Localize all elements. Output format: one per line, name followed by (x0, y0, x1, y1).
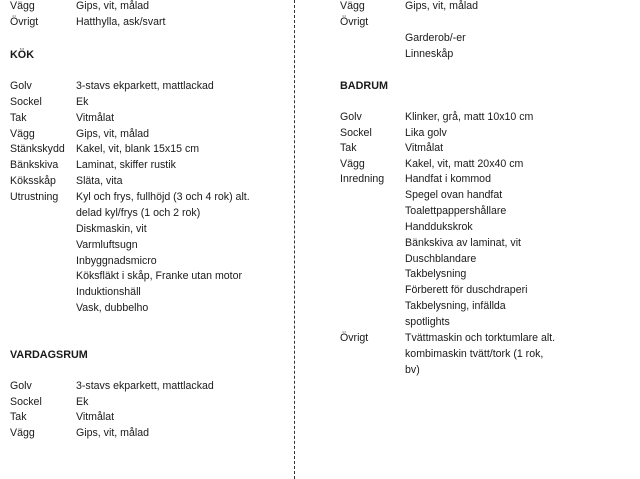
spec-row-vagg (340, 158, 524, 170)
row-label: Vägg (10, 0, 35, 12)
row-value: Klinker, grå, matt 10x10 cm (405, 111, 534, 123)
row-label: Vägg (340, 0, 365, 12)
row-label: Övrigt (340, 16, 369, 28)
spec-row-golv (10, 80, 214, 92)
row-label: Tak (340, 142, 357, 154)
utrustning-item: delad kyl/frys (1 och 2 rok) (76, 207, 201, 219)
spec-row-vagg (340, 0, 479, 12)
row-value: 3-stavs ekparkett, mattlackad (76, 380, 214, 392)
ovrigt-item: Linneskåp (405, 48, 454, 60)
spec-row-inredning (340, 173, 491, 185)
utrustning-item: Köksfläkt i skåp, Franke utan motor (76, 270, 243, 282)
row-label: Inredning (340, 173, 385, 185)
inredning-item: Förberett för duschdraperi (405, 284, 528, 296)
row-label: Övrigt (340, 332, 369, 344)
spec-row-vagg (10, 128, 150, 140)
utrustning-item: Induktionshäll (76, 286, 141, 298)
row-value: Tvättmaskin och torktumlare alt. (405, 332, 556, 344)
spec-row-golv (340, 111, 534, 123)
spec-row-utrustning (10, 191, 250, 203)
row-value: Vitmålat (76, 411, 115, 423)
spec-row-koksskap (10, 175, 123, 187)
inredning-item: spotlights (405, 316, 450, 328)
utrustning-item: Vask, dubbelho (76, 302, 149, 314)
row-value: Handfat i kommod (405, 173, 491, 185)
ovrigt-item: bv) (405, 364, 420, 376)
row-label: Vägg (10, 128, 35, 140)
row-value: Kakel, vit, blank 15x15 cm (76, 143, 200, 155)
spec-row-vagg (10, 0, 150, 12)
row-value: Ek (76, 396, 89, 408)
row-label: Sockel (10, 96, 42, 108)
row-label: Tak (10, 112, 27, 124)
inredning-item: Bänkskiva av laminat, vit (405, 237, 521, 249)
row-value: Vitmålat (76, 112, 115, 124)
ovrigt-item: kombimaskin tvätt/tork (1 rok, (405, 348, 544, 360)
inredning-item: Spegel ovan handfat (405, 189, 503, 201)
spec-row-sockel (10, 96, 89, 108)
row-label: Golv (10, 80, 32, 92)
utrustning-item: Inbyggnadsmicro (76, 255, 157, 267)
row-label: Köksskåp (10, 175, 56, 187)
inredning-item: Toalettpappershållare (405, 205, 507, 217)
ovrigt-item: Garderob/-er (405, 32, 466, 44)
spec-row-sockel (10, 396, 89, 408)
row-value: Kakel, vit, matt 20x40 cm (405, 158, 524, 170)
utrustning-item: Varmluftsugn (76, 239, 138, 251)
row-label: Vägg (340, 158, 365, 170)
row-value: Gips, vit, målad (76, 0, 150, 12)
inredning-item: Duschblandare (405, 253, 477, 265)
spec-row-ovrigt (340, 332, 556, 344)
spec-row-ovrigt (10, 16, 166, 28)
row-label: Övrigt (10, 16, 39, 28)
spec-row-vagg (10, 427, 150, 439)
row-label: Sockel (10, 396, 42, 408)
row-label: Golv (10, 380, 32, 392)
spec-row-sockel (340, 127, 447, 139)
row-value: Gips, vit, målad (405, 0, 479, 12)
row-value: Släta, vita (76, 175, 123, 187)
spec-row-tak (10, 411, 115, 423)
row-label: Golv (340, 111, 362, 123)
spec-row-ovrigt (340, 16, 368, 28)
row-value: Gips, vit, målad (76, 128, 150, 140)
row-value: Gips, vit, målad (76, 427, 150, 439)
row-value: Laminat, skiffer rustik (76, 159, 176, 171)
row-value: Hatthylla, ask/svart (76, 16, 166, 28)
row-value: Lika golv (405, 127, 447, 139)
row-value: Vitmålat (405, 142, 444, 154)
row-value: Kyl och frys, fullhöjd (3 och 4 rok) alt. (76, 191, 250, 203)
row-label: Utrustning (10, 191, 59, 203)
row-label: Sockel (340, 127, 372, 139)
row-label: Bänkskiva (10, 159, 59, 171)
spec-row-stankskydd (10, 143, 200, 155)
spec-row-bankskiva (10, 159, 176, 171)
section-heading-vardagsrum: VARDAGSRUM (10, 349, 88, 361)
inredning-item: Takbelysning (405, 268, 467, 280)
section-heading-badrum: BADRUM (340, 80, 388, 92)
inredning-item: Handdukskrok (405, 221, 473, 233)
row-value: 3-stavs ekparkett, mattlackad (76, 80, 214, 92)
row-label: Tak (10, 411, 27, 423)
spec-row-tak (340, 142, 444, 154)
row-value: Ek (76, 96, 89, 108)
utrustning-item: Diskmaskin, vit (76, 223, 147, 235)
column-divider (294, 0, 295, 479)
row-label: Vägg (10, 427, 35, 439)
section-heading-kok: KÖK (10, 49, 34, 61)
inredning-item: Takbelysning, infällda (405, 300, 506, 312)
spec-row-tak (10, 112, 115, 124)
spec-row-golv (10, 380, 214, 392)
row-label: Stänkskydd (10, 143, 65, 155)
